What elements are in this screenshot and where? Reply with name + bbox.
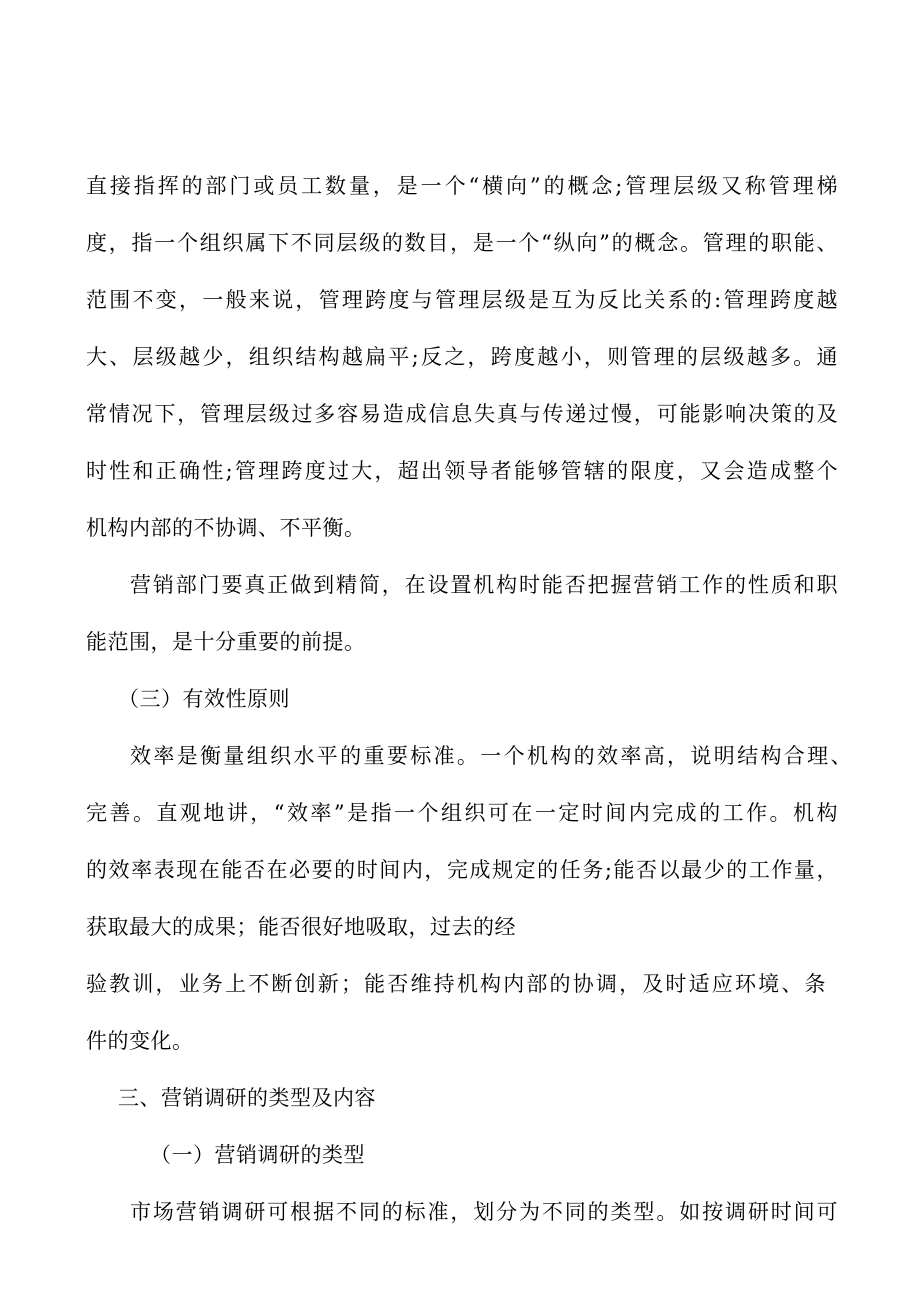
text-line: 件的变化。 <box>86 1029 194 1053</box>
text-line: 能范围，是十分重要的前提。 <box>86 630 366 654</box>
text-line: 直接指挥的部门或员工数量，是一个“横向”的概念;管理层级又称管理梯 <box>86 174 838 198</box>
text-line: 获取最大的成果；能否很好地吸取，过去的经 <box>86 915 516 939</box>
subheading: （一）营销调研的类型 <box>150 1143 365 1167</box>
text-line: 大、层级越少，组织结构越扁平;反之，跨度越小，则管理的层级越多。通 <box>86 345 838 369</box>
text-line: 机构内部的不协调、不平衡。 <box>86 516 366 540</box>
paragraph-first-line: 效率是衡量组织水平的重要标准。一个机构的效率高，说明结构合理、 <box>130 744 852 768</box>
paragraph-first-line: 市场营销调研可根据不同的标准，划分为不同的类型。如按调研时间可 <box>130 1200 838 1224</box>
text-line: 的效率表现在能否在必要的时间内，完成规定的任务;能否以最少的工作量， <box>86 858 838 882</box>
text-line: 度，指一个组织属下不同层级的数目，是一个“纵向”的概念。管理的职能、 <box>86 231 838 255</box>
subheading: （三）有效性原则 <box>118 687 290 711</box>
text-line: 时性和正确性;管理跨度过大，超出领导者能够管辖的限度，又会造成整个 <box>86 459 838 483</box>
text-line: 范围不变，一般来说，管理跨度与管理层级是互为反比关系的:管理跨度越 <box>86 288 838 312</box>
text-line: 完善。直观地讲，“效率”是指一个组织可在一定时间内完成的工作。机构 <box>86 801 838 825</box>
text-line: 验教训，业务上不断创新；能否维持机构内部的协调，及时适应环境、条 <box>86 972 826 996</box>
paragraph-first-line: 营销部门要真正做到精简，在设置机构时能否把握营销工作的性质和职 <box>130 573 838 597</box>
text-line: 常情况下，管理层级过多容易造成信息失真与传递过慢，可能影响决策的及 <box>86 402 838 426</box>
section-heading: 三、营销调研的类型及内容 <box>118 1086 376 1110</box>
